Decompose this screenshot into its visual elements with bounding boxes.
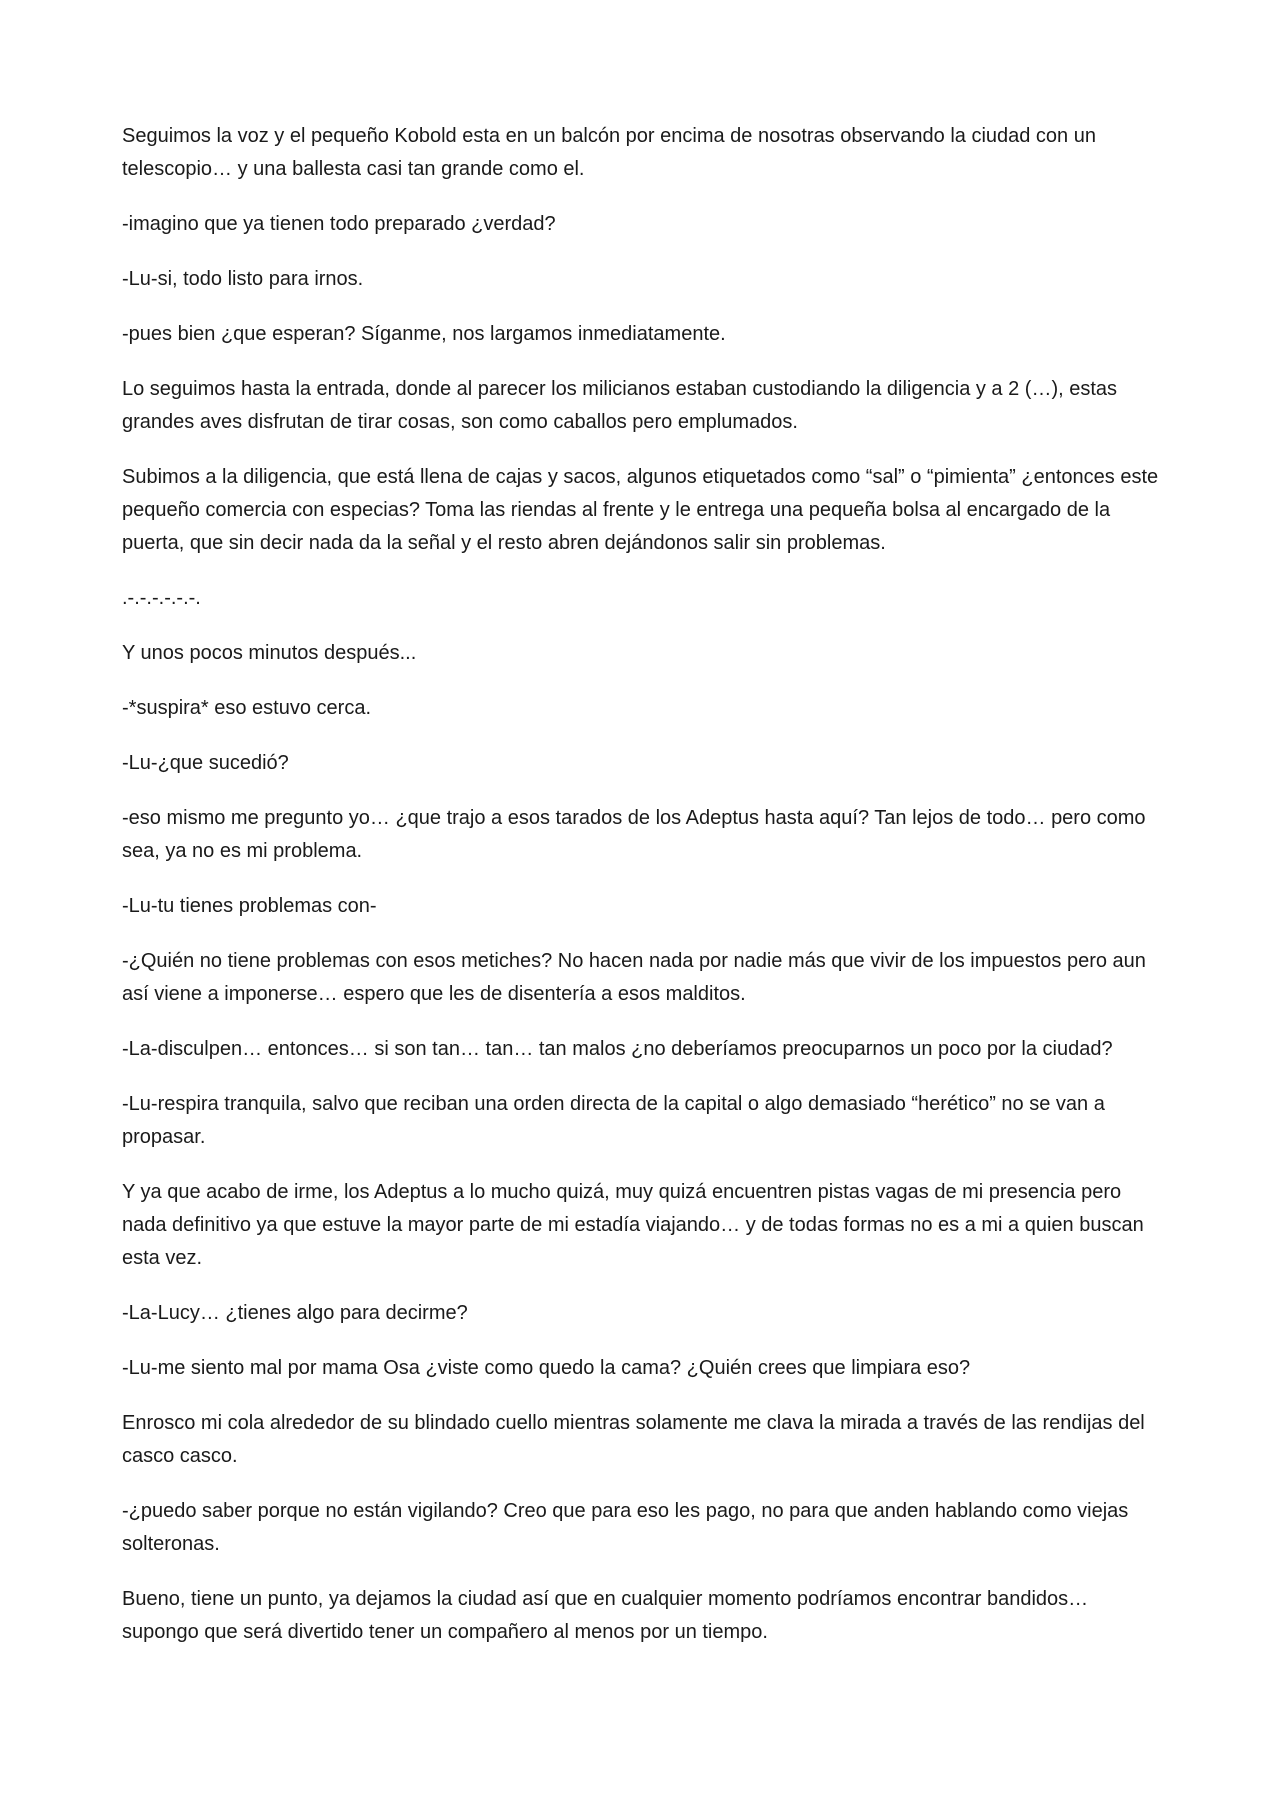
paragraph: Lo seguimos hasta la entrada, donde al parecer los milicianos estaban custodiando la diligencia y a 2 (…), estas grandes aves disfrutan de tirar cosas, son como caballos pero emplumados. [122,378,1118,433]
paragraph: -Lu-me siento mal por mama Osa ¿viste como quedo la cama? ¿Quién crees que limpiara eso? [122,1357,971,1379]
paragraph: Bueno, tiene un punto, ya dejamos la ciudad así que en cualquier momento podríamos encontrar bandidos… supongo que será divertido tener un compañero al menos por un tiempo. [122,1588,1089,1643]
paragraph: Y ya que acabo de irme, los Adeptus a lo mucho quizá, muy quizá encuentren pistas vagas de mi presencia pero nada definitivo ya que estuve la mayor parte de mi estadía viajando… y de todas formas no es a mi a quien buscan esta vez. [122,1181,1144,1269]
paragraph: -imagino que ya tienen todo preparado ¿verdad? [122,213,556,235]
paragraph: -Lu-tu tienes problemas con- [122,895,377,917]
paragraph: -pues bien ¿que esperan? Síganme, nos largamos inmediatamente. [122,323,726,345]
paragraph: -La-disculpen… entonces… si son tan… tan… tan malos ¿no deberíamos preocuparnos un poco por la ciudad? [122,1038,1113,1060]
paragraph: Enrosco mi cola alrededor de su blindado cuello mientras solamente me clava la mirada a través de las rendijas del casco casco. [122,1412,1145,1467]
document-page [122,120,1167,1671]
paragraph: -¿Quién no tiene problemas con esos metiches? No hacen nada por nadie más que vivir de los impuestos pero aun así viene a imponerse… espero que les de disentería a esos malditos. [122,950,1146,1005]
paragraph: Subimos a la diligencia, que está llena de cajas y sacos, algunos etiquetados como “sal” o “pimienta” ¿entonces este pequeño comercia con especias? Toma las riendas al frente y le entrega una pequeña bolsa al encargado de la puerta, que sin decir nada da la señal y el resto abren dejándonos salir sin problemas. [122,466,1159,554]
paragraph: -¿puedo saber porque no están vigilando? Creo que para eso les pago, no para que anden hablando como viejas solteronas. [122,1500,1129,1555]
paragraph: -Lu-respira tranquila, salvo que reciban una orden directa de la capital o algo demasiado “herético” no se van a propasar. [122,1093,1105,1148]
scene-separator: .-.-.-.-.-.-. [122,587,201,609]
paragraph: Seguimos la voz y el pequeño Kobold esta en un balcón por encima de nosotras observando la ciudad con un telescopio… y una ballesta casi tan grande como el. [122,125,1096,180]
paragraph: -Lu-¿que sucedió? [122,752,289,774]
paragraph: -Lu-si, todo listo para irnos. [122,268,364,290]
paragraph: -eso mismo me pregunto yo… ¿que trajo a esos tarados de los Adeptus hasta aquí? Tan lejos de todo… pero como sea, ya no es mi problema. [122,807,1146,862]
paragraph: -*suspira* eso estuvo cerca. [122,697,372,719]
paragraph: -La-Lucy… ¿tienes algo para decirme? [122,1302,468,1324]
paragraph: Y unos pocos minutos después... [122,642,417,664]
